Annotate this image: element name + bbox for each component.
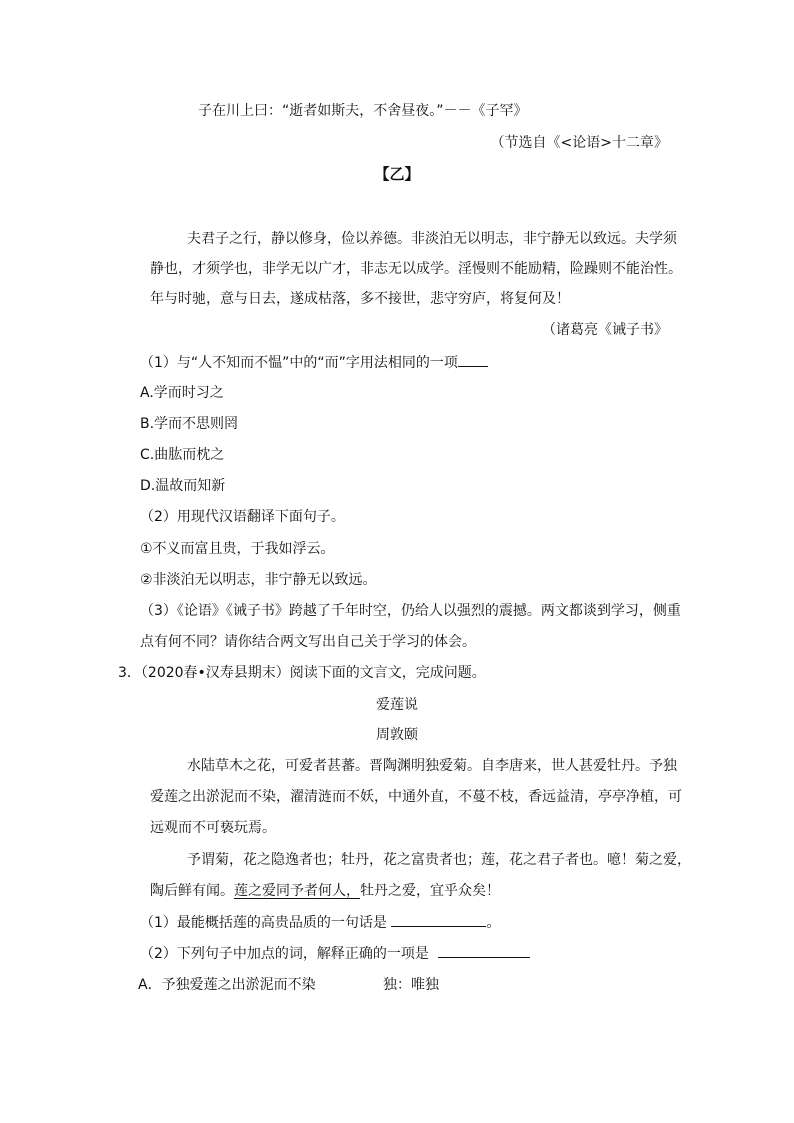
source-lunyu: （节选自《<论语>十二章》 [490, 135, 668, 151]
jiezishu-line-2: 静也，才须学也，非学无以广才，非志无以成学。淫慢则不能励精，险躁则不能治性。 [150, 261, 682, 277]
option-b: B.学而不思则罔 [140, 416, 239, 432]
ailian-line-5-start: 陶后鲜有闻。 [150, 883, 234, 899]
jiezishu-line-3: 年与时驰，意与日去，遂成枯落，多不接世，悲守穷庐，将复何及！ [150, 291, 570, 307]
question-2-stem: （2）用现代汉语翻译下面句子。 [140, 509, 345, 525]
question-3-line-1: （3）《论语》《诫子书》跨越了千年时空，仍给人以强烈的震撼。两文都谈到学习，侧重 [140, 603, 681, 619]
heading-yi: 【乙】 [374, 165, 420, 183]
translate-item-2: ②非淡泊无以明志，非宁静无以致远。 [140, 572, 377, 588]
ailian-line-1: 水陆草木之花，可爱者甚蕃。晋陶渊明独爱菊。自李唐来，世人甚爱牡丹。予独 [187, 758, 677, 774]
ailian-line-2: 爱莲之出淤泥而不染，濯清涟而不妖，中通外直，不蔓不枝，香远益清，亭亭净植，可 [150, 789, 682, 805]
subquestion-1-end: 。 [486, 915, 501, 931]
option-a: A.学而时习之 [140, 385, 224, 401]
option-d: D.温故而知新 [140, 478, 226, 494]
underlined-sentence: 莲之爱同予者何人， [234, 883, 360, 899]
question-1 [140, 352, 488, 373]
subquestion-1-stem: （1）最能概括莲的高贵品质的一句话是 [140, 915, 387, 931]
subquestion-1 [140, 912, 500, 933]
jiezishu-line-1: 夫君子之行，静以修身，俭以养德。非淡泊无以明志，非宁静无以致远。夫学须 [187, 231, 677, 247]
translate-item-1: ①不义而富且贵，于我如浮云。 [140, 541, 335, 557]
ailian-line-5-end: 牡丹之爱，宜乎众矣！ [360, 883, 500, 899]
option-a-gloss: 独：唯独 [383, 977, 439, 993]
essay-author: 周敦颐 [376, 727, 418, 743]
subquestion-2 [140, 943, 530, 964]
answer-blank[interactable] [458, 352, 488, 367]
question-3-line-2: 点有何不同？请你结合两文写出自己关于学习的体会。 [140, 634, 476, 650]
problem-3-header: 3．（2020春•汉寿县期末）阅读下面的文言文，完成问题。 [118, 665, 486, 681]
ailian-line-4: 予谓菊，花之隐逸者也；牡丹，花之富贵者也；莲，花之君子者也。噫！菊之爱， [187, 852, 691, 868]
source-jiezishu: （诸葛亮《诫子书》 [542, 322, 668, 338]
ailian-line-3: 远观而不可亵玩焉。 [150, 820, 276, 836]
option-c: C.曲肱而枕之 [140, 447, 225, 463]
question-1-stem: （1）与“人不知而不愠”中的“而”字用法相同的一项 [140, 355, 458, 371]
answer-blank[interactable] [438, 943, 530, 958]
quote-ziyue: 子在川上曰：“逝者如斯夫，不舍昼夜。”－－《子罕》 [198, 103, 528, 119]
subquestion-2-option-a: A．予独爱莲之出淤泥而不染 [138, 977, 316, 993]
subquestion-2-stem: （2）下列句子中加点的词，解释正确的一项是 [140, 946, 429, 962]
essay-title: 爱莲说 [376, 697, 418, 713]
ailian-line-5 [150, 881, 500, 901]
answer-blank[interactable] [391, 912, 486, 927]
